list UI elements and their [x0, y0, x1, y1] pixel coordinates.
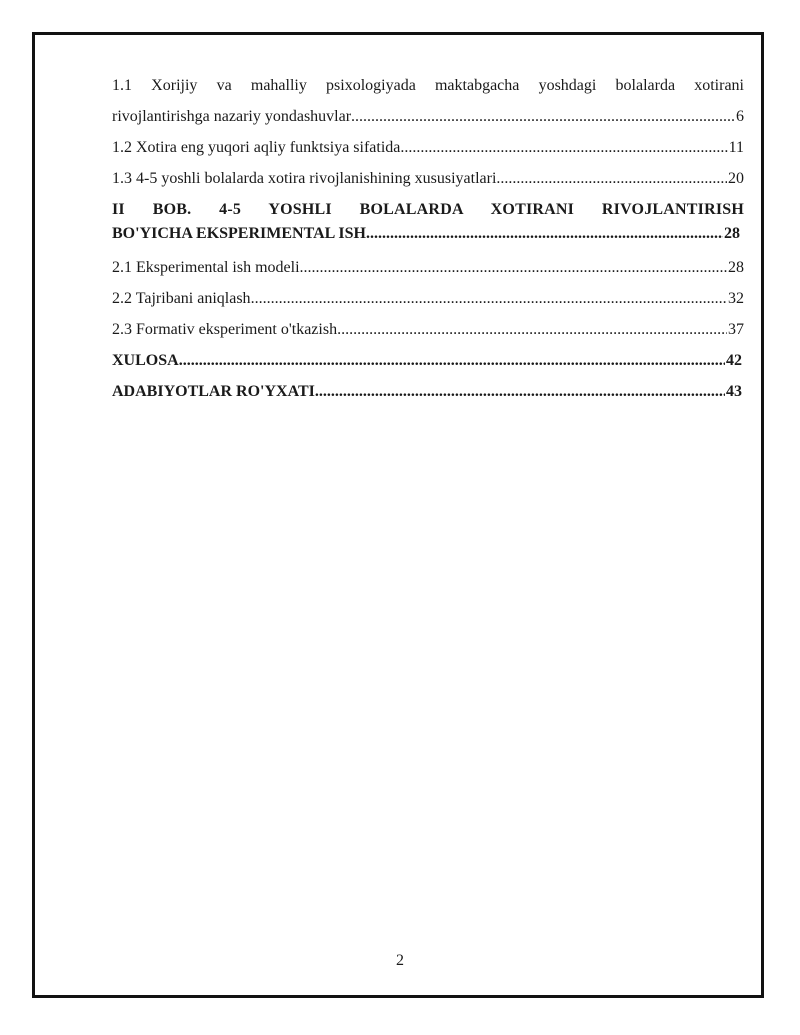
toc-entry-text: 1.2 Xotira eng yuqori aqliy funktsiya sifatida [112, 139, 401, 156]
page-number: 2 [396, 952, 404, 969]
table-of-contents [112, 70, 744, 407]
toc-leader-dots [351, 101, 735, 132]
toc-entry-text-line1: II BOB. 4-5 YOSHLI BOLALARDA XOTIRANI RIVOJLANTIRISH [112, 201, 744, 218]
toc-leader-dots [366, 222, 723, 246]
toc-leader-dots [337, 314, 727, 345]
toc-entry-text: 2.3 Formativ eksperiment o'tkazish [112, 321, 338, 338]
toc-entry-references [112, 376, 744, 407]
toc-entry-text: ADABIYOTLAR RO'YXATI [112, 383, 315, 400]
toc-entry-2-2 [112, 283, 744, 314]
toc-entry-text-line1: 1.1 Xorijiy va mahalliy psixologiyada maktabgacha yoshdagi bolalarda xotirani [112, 77, 744, 94]
toc-entry-chapter-2 [112, 198, 744, 246]
toc-entry-text: 2.2 Tajribani aniqlash [112, 290, 251, 307]
toc-entry-1-1 [112, 70, 744, 132]
toc-leader-dots [179, 345, 725, 376]
toc-leader-dots [251, 283, 727, 314]
toc-entry-2-1 [112, 252, 744, 283]
toc-leader-dots [496, 163, 727, 194]
toc-leader-dots [315, 376, 725, 407]
toc-page-number: 6 [736, 108, 744, 125]
toc-page-number: 20 [728, 170, 744, 187]
toc-page-number: 32 [728, 290, 744, 307]
toc-entry-text-line2: BO'YICHA EKSPERIMENTAL ISH [112, 225, 366, 242]
toc-leader-dots [400, 132, 727, 163]
toc-page-number: 28 [728, 259, 744, 276]
toc-page-number: 28 [724, 225, 740, 242]
toc-entry-1-3 [112, 163, 744, 194]
toc-entry-text: 2.1 Eksperimental ish modeli [112, 259, 300, 276]
toc-entry-text-line2: rivojlantirishga nazariy yondashuvlar [112, 108, 352, 125]
toc-page-number: 37 [728, 321, 744, 338]
toc-entry-text: 1.3 4-5 yoshli bolalarda xotira rivojlanishining xususiyatlari [112, 170, 497, 187]
toc-entry-text: XULOSA [112, 352, 179, 369]
toc-entry-2-3 [112, 314, 744, 345]
toc-page-number: 11 [728, 139, 744, 156]
toc-entry-1-2 [112, 132, 744, 163]
toc-leader-dots [300, 252, 727, 283]
toc-entry-conclusion [112, 345, 744, 376]
toc-page-number: 42 [726, 352, 742, 369]
toc-page-number: 43 [726, 383, 742, 400]
